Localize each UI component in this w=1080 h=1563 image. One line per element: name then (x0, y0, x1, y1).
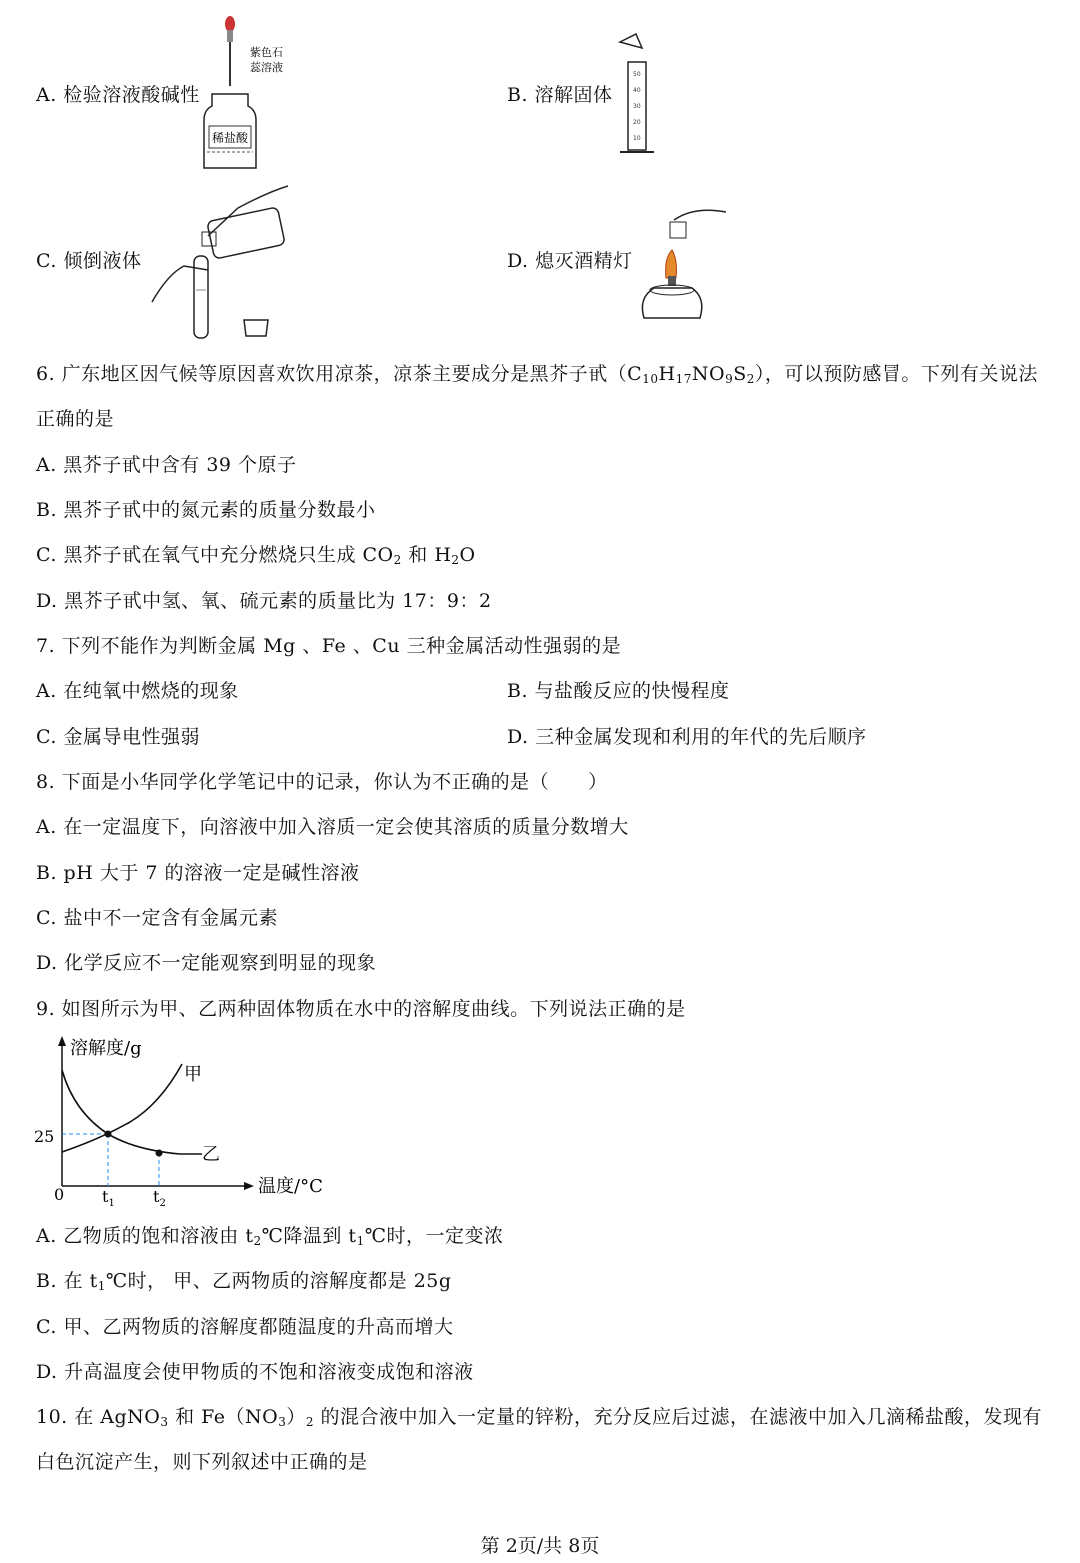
q8-stem: 8. 下面是小华同学化学笔记中的记录，你认为不正确的是（ ） (36, 771, 608, 793)
q7-option-d: D. 三种金属发现和利用的年代的先后顺序 (507, 726, 867, 748)
cyl-mark-10: 10 (633, 135, 641, 142)
q9-stem: 9. 如图所示为甲、乙两种固体物质在水中的溶解度曲线。下列说法正确的是 (36, 998, 686, 1020)
q9-option-b: B. 在 $t_1℃$时， 甲、乙两物质的溶解度都是 25g (36, 1270, 452, 1293)
q7-option-a: A. 在纯氧中燃烧的现象 (36, 680, 239, 702)
cyl-mark-20: 20 (633, 119, 641, 126)
q8-option-c: C. 盐中不一定含有金属元素 (36, 907, 278, 929)
dropper-label-2: 蕊溶液 (250, 61, 283, 74)
q8-option-d: D. 化学反应不一定能观察到明显的现象 (36, 952, 377, 974)
q7-stem: 7. 下列不能作为判断金属 Mg 、Fe 、Cu 三种金属活动性强弱的是 (36, 635, 622, 657)
q6-stem: 6. 广东地区因气候等原因喜欢饮用凉茶，凉茶主要成分是黑芥子甙$(C_{10}H_{17}NO_9S_2)$，可以预防感冒。下列有关说法 (36, 363, 1038, 386)
series-yi-label: 乙 (202, 1144, 220, 1165)
x-tick-t1: $t_1$ (102, 1187, 115, 1209)
q5-option-b: B. 溶解固体 (507, 84, 613, 106)
y-axis-arrow (58, 1036, 66, 1046)
q6-option-a: A. 黑芥子甙中含有 39 个原子 (36, 454, 297, 476)
q7-option-b: B. 与盐酸反应的快慢程度 (507, 680, 730, 702)
y-tick-25: 25 (34, 1127, 55, 1146)
intersection-point (105, 1131, 112, 1138)
x-axis-arrow (244, 1182, 254, 1190)
cyl-mark-30: 30 (633, 103, 641, 110)
cyl-mark-40: 40 (633, 87, 641, 94)
q5-option-c: C. 倾倒液体 (36, 250, 142, 272)
q6-option-b: B. 黑芥子甙中的氮元素的质量分数最小 (36, 499, 376, 521)
page-footer: 第 2页/共 8页 (480, 1535, 600, 1557)
bottle-label: 稀盐酸 (211, 131, 249, 145)
y-axis-label: 溶解度/g (70, 1038, 142, 1059)
series-jia-label: 甲 (184, 1064, 202, 1085)
q10-stem: 10. 在 AgNO$_3$ 和 $Fe(NO_3)_2$ 的混合液中加入一定量的锌粉，充分反应后过滤，在滤液中加入几滴稀盐酸，发现有 (36, 1406, 1043, 1429)
q9-option-a: A. 乙物质的饱和溶液由 $t_2℃$降温到 $t_1℃$时，一定变浓 (36, 1225, 504, 1248)
dropper-bottle-figure (200, 14, 300, 172)
x-tick-t2: $t_2$ (153, 1187, 166, 1209)
yi-point-t2 (156, 1150, 163, 1157)
q8-option-b: B. pH 大于 7 的溶液一定是碱性溶液 (36, 862, 360, 884)
q5-option-a: A. 检验溶液酸碱性 (36, 84, 200, 106)
pouring-liquid-figure (148, 178, 298, 342)
series-yi-curve (62, 1070, 202, 1154)
q6-option-d: D. 黑芥子甙中氢、氧、硫元素的质量比为 17：9：2 (36, 590, 492, 612)
q9-option-c: C. 甲、乙两物质的溶解度都随温度的升高而增大 (36, 1316, 454, 1338)
q6-option-c: C. 黑芥子甙在氧气中充分燃烧只生成 $CO_2$ 和 $H_2O$ (36, 544, 476, 567)
q10-stem-line2: 白色沉淀产生，则下列叙述中正确的是 (36, 1451, 368, 1473)
x-axis-label: 温度/°C (258, 1176, 323, 1197)
q8-option-a: A. 在一定温度下，向溶液中加入溶质一定会使其溶质的质量分数增大 (36, 816, 629, 838)
dropper-label-1: 紫色石 (250, 46, 283, 59)
cyl-mark-50: 50 (633, 71, 641, 78)
origin-label: 0 (54, 1185, 65, 1204)
q9-option-d: D. 升高温度会使甲物质的不饱和溶液变成饱和溶液 (36, 1361, 474, 1383)
q6-stem-line2: 正确的是 (36, 408, 115, 430)
q5-option-d: D. 熄灭酒精灯 (507, 250, 633, 272)
solubility-chart (30, 1034, 340, 1214)
alcohol-lamp-figure (634, 198, 734, 322)
graduated-cylinder-figure (612, 30, 662, 158)
q7-option-c: C. 金属导电性强弱 (36, 726, 200, 748)
